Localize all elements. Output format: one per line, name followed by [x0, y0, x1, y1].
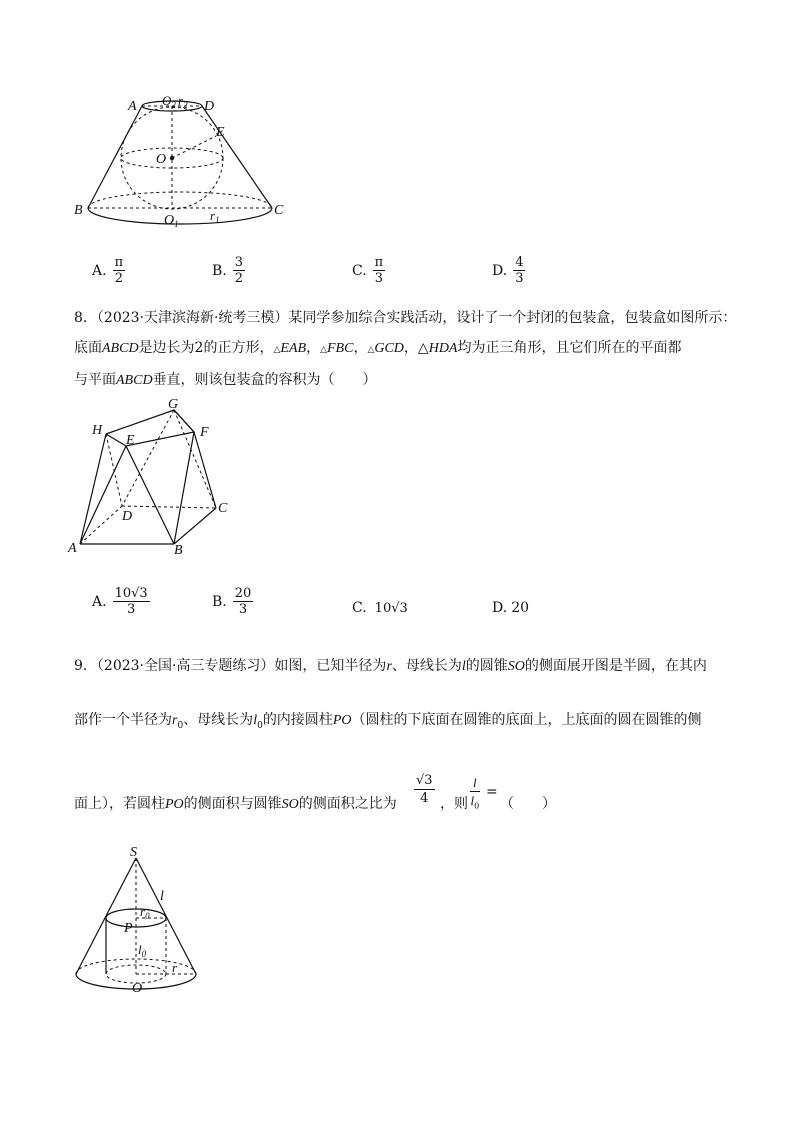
- q7-label-E: E: [216, 125, 225, 140]
- q8-label-D: D: [122, 509, 133, 524]
- q8-option-b-fraction: $\frac{20}{3}$: [234, 586, 252, 617]
- q9-label-P: P: [124, 921, 133, 936]
- q9-label-r0: $r_0$: [140, 904, 150, 921]
- q7-option-d-fraction: $\frac{4}{3}$: [515, 255, 524, 286]
- q8-label-F: F: [200, 425, 209, 440]
- q9-stem-line1: 9．（2023·全国·高三专题练习）如图，已知半径为r、母线长为l的圆锥SO的侧面展开图是半圆，在其内: [74, 658, 707, 674]
- q7-label-r2: $r_2$: [178, 93, 188, 110]
- q7-option-b-letter: B.: [212, 262, 227, 279]
- q9-stem-then: ，则: [440, 796, 468, 812]
- q9-label-S: S: [130, 845, 137, 860]
- q8-label-G: G: [168, 397, 179, 412]
- q9-cone-figure: [68, 846, 208, 1006]
- q9-ratio-fraction: √3 4: [416, 773, 433, 806]
- q9-answer-paren: （ ）: [500, 796, 556, 812]
- q8-option-c-letter: C.: [352, 600, 367, 616]
- q9-label-l: l: [160, 889, 164, 904]
- q8-option-a[interactable]: [92, 586, 150, 617]
- q8-option-d[interactable]: [492, 600, 529, 616]
- q7-option-a-letter: A.: [92, 262, 107, 279]
- q7-frustum-figure: [70, 90, 284, 230]
- q7-option-c-letter: C.: [352, 262, 367, 279]
- q7-label-r1: $r_1$: [210, 208, 220, 225]
- q8-box-figure: [66, 394, 236, 558]
- q9-stem-line3: 面上），若圆柱PO的侧面积与圆锥SO的侧面积之比为: [74, 796, 397, 812]
- q9-equals: =: [486, 784, 498, 800]
- q8-stem-line1: 8．（2023·天津滨海新·统考三模）某同学参加综合实践活动，设计了一个封闭的包装盒，包装盒如图所示：: [74, 310, 737, 326]
- q9-stem-line2: 部作一个半径为$r_0$、母线长为$l_0$的内接圆柱PO（圆柱的下底面在圆锥的底面上，上底面的圆在圆锥的侧: [74, 712, 702, 731]
- q7-option-c[interactable]: [352, 255, 385, 286]
- q9-label-O: O: [132, 981, 143, 996]
- q9-l-over-l0-fraction: l $l_0$: [470, 775, 480, 811]
- q8-label-A: A: [68, 541, 77, 556]
- q9-label-l0: $l_0$: [138, 942, 147, 959]
- q7-option-c-fraction: $\frac{\pi}{3}$: [374, 255, 384, 286]
- q7-label-D: D: [204, 99, 215, 114]
- q8-option-b[interactable]: [212, 586, 253, 617]
- q8-label-C: C: [218, 501, 228, 516]
- q7-label-O1: $O_1$: [164, 213, 179, 229]
- q7-option-b[interactable]: [212, 255, 245, 286]
- q7-label-O2: $O_2$: [162, 93, 176, 110]
- q7-option-d[interactable]: [492, 255, 525, 286]
- q8-option-d-value: 20: [511, 600, 530, 616]
- q7-option-b-fraction: $\frac{3}{2}$: [234, 255, 244, 286]
- q8-option-a-letter: A.: [92, 593, 107, 610]
- q8-label-B: B: [174, 543, 183, 558]
- q7-label-O: O: [156, 152, 167, 167]
- q7-option-a[interactable]: [92, 255, 125, 286]
- q7-label-B: B: [74, 203, 83, 218]
- q8-option-d-letter: D.: [492, 600, 508, 616]
- q8-option-c[interactable]: [352, 600, 408, 616]
- q7-label-A: A: [128, 99, 137, 114]
- q7-option-a-fraction: $\frac{\pi}{2}$: [114, 255, 124, 286]
- q8-stem-line3: 与平面ABCD垂直，则该包装盒的容积为（ ）: [74, 372, 377, 388]
- q8-option-a-fraction: $\frac{10√3}{3}$: [114, 586, 148, 617]
- q7-label-C: C: [274, 203, 284, 218]
- q8-label-H: H: [92, 423, 103, 438]
- q8-stem-line2: 底面ABCD是边长为2的正方形，△EAB，△FBC，△GCD，△HDA均为正三角形，且它们所在的平面都: [74, 340, 682, 356]
- q9-label-r: r: [172, 960, 178, 975]
- q8-option-c-value: 10√3: [374, 600, 408, 616]
- q8-option-b-letter: B.: [212, 593, 227, 610]
- q8-label-E: E: [126, 433, 135, 448]
- q7-option-d-letter: D.: [492, 262, 508, 279]
